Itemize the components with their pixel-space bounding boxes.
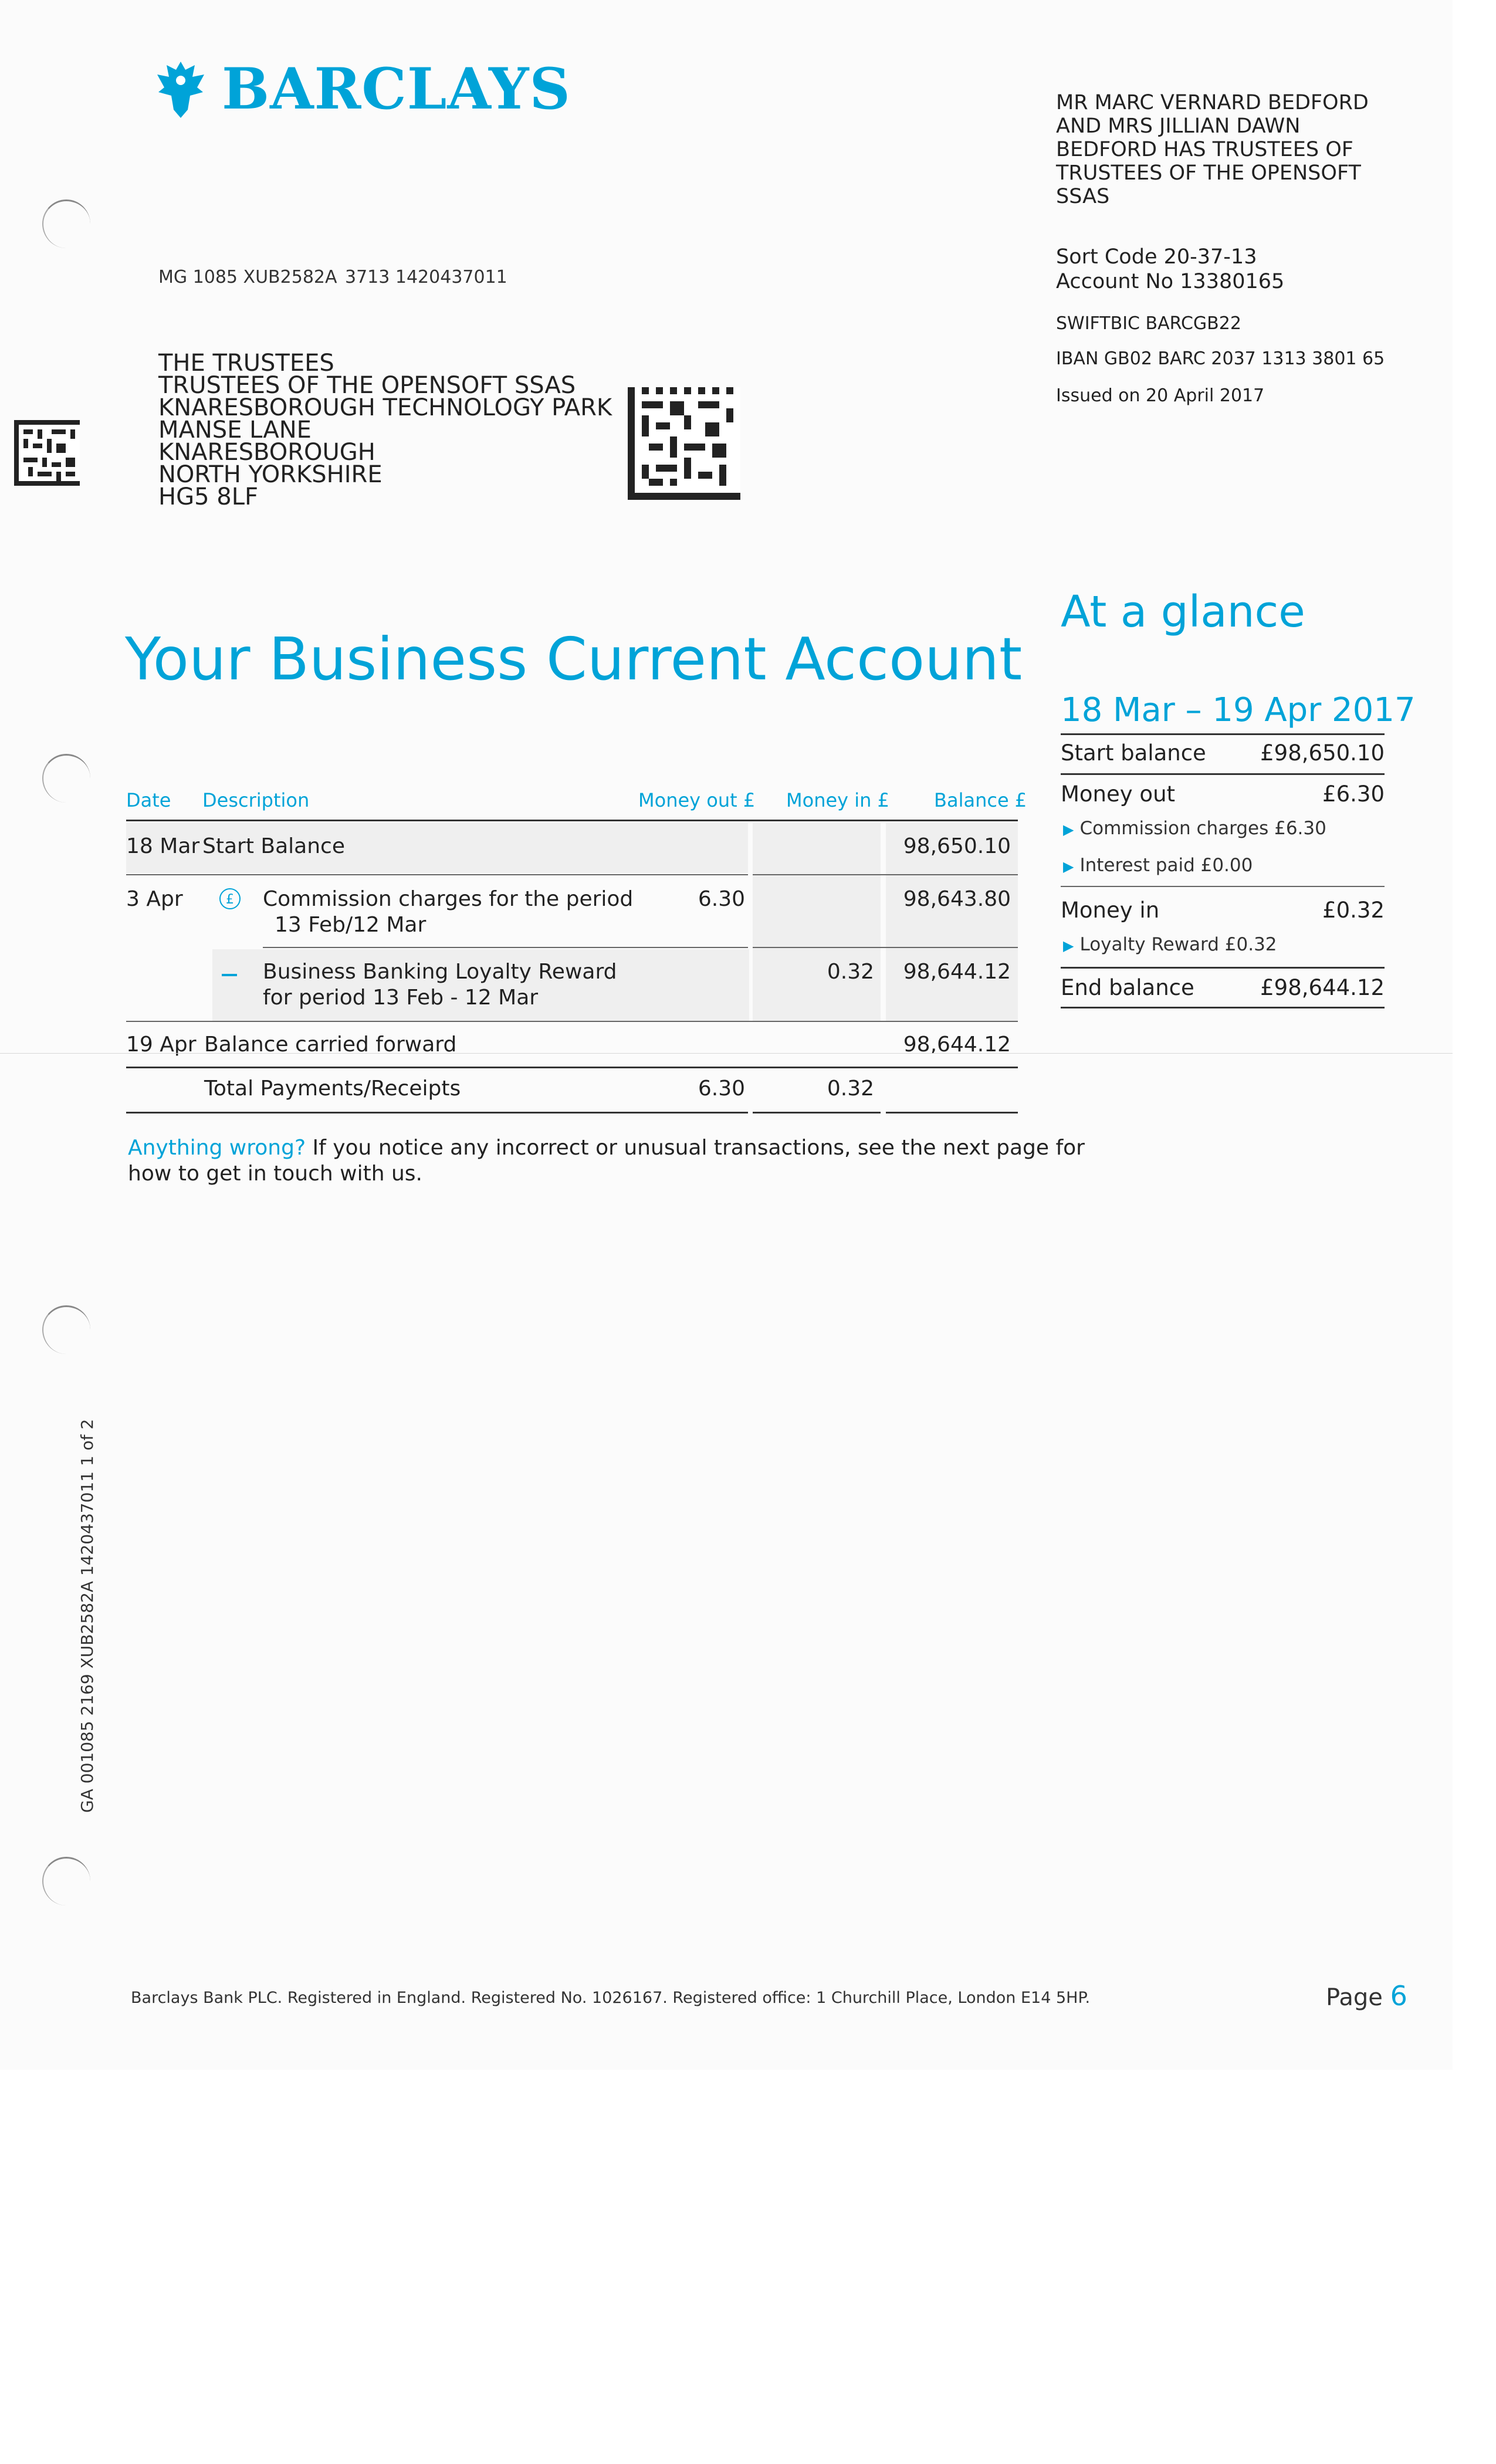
column-date: Date [126,789,171,811]
address-line: KNARESBOROUGH [158,439,375,466]
carried-balance: 98,644.12 [903,1033,1011,1057]
side-reference-text: GA 001085 2169 XUB2582A 1420437011 1 of 2 [77,1419,97,1813]
row-description: Business Banking Loyalty Reward [263,960,617,984]
statement-title: Your Business Current Account [125,625,1023,693]
totals-money-in: 0.32 [827,1077,874,1101]
glance-out-item [1063,818,1326,839]
bank-name: BARCLAYS [222,56,571,122]
glance-rule [1061,967,1385,969]
column-money-out: Money out £ [638,789,756,811]
row-money-in: 0.32 [827,960,874,984]
triangle-right-icon: ▶ [1063,937,1074,954]
row-rule [753,947,1018,948]
page-number [1326,1980,1407,2012]
glance-out-item-text: Interest paid £0.00 [1079,855,1253,876]
table-total-rule [126,1067,1018,1068]
row-balance: 98,644.12 [903,960,1011,984]
column-description: Description [202,789,310,811]
help-note-text: If you notice any incorrect or unusual transactions, see the next page for [306,1136,1085,1160]
glance-rule [1061,773,1385,775]
glance-in-item [1063,934,1277,955]
holder-line: MR MARC VERNARD BEDFORD [1056,91,1369,114]
reference-code: MG 1085 XUB2582A [158,267,337,287]
carried-description: Balance carried forward [204,1033,457,1057]
table-bottom-rule [126,1112,748,1113]
eagle-icon [154,57,208,121]
punch-hole [42,199,90,248]
holder-line: SSAS [1056,185,1110,208]
help-note-text-2: how to get in touch with us. [128,1162,422,1186]
footer-legal: Barclays Bank PLC. Registered in England. Registered No. 1026167. Registered office: 1 Churchill Place, London E14 5HP. [131,1989,1091,2007]
start-balance: 98,650.10 [903,834,1011,858]
table-bottom-rule [886,1112,1018,1113]
row-rule [263,947,748,948]
triangle-right-icon: ▶ [1063,821,1074,838]
row-date: 3 Apr [126,887,183,911]
address-line: KNARESBOROUGH TECHNOLOGY PARK [158,394,612,421]
swift-code: SWIFTBIC BARCGB22 [1056,313,1241,334]
page-value: 6 [1390,1980,1407,2012]
table-bottom-rule [753,1112,881,1113]
fold-line [0,1053,1453,1054]
barcode-icon [14,420,80,486]
table-header-rule [126,820,1018,821]
help-note [128,1135,1085,1187]
glance-out-label: Money out [1061,781,1176,807]
page-label: Page [1326,1984,1383,2011]
totals-money-out: 6.30 [698,1077,745,1101]
row-description: Commission charges for the period [263,887,634,911]
dash-icon [222,974,237,976]
glance-rule [1061,733,1385,735]
punch-hole [42,1857,90,1905]
reference-number: 3713 1420437011 [345,267,507,287]
money-in-shade [753,823,881,1021]
glance-in-label: Money in [1061,898,1160,923]
svg-text:£: £ [226,892,234,907]
start-description: Start Balance [202,834,345,858]
glance-out-item-text: Commission charges £6.30 [1079,818,1326,839]
row-money-out: 6.30 [698,887,745,911]
row-rule [753,874,1018,875]
glance-rule [1061,1007,1385,1008]
carried-date: 19 Apr [126,1033,197,1057]
glance-in-row [1061,898,1385,923]
punch-hole [42,1305,90,1354]
glance-out-item [1063,855,1253,876]
glance-start-label: Start balance [1061,740,1206,766]
address-line: MANSE LANE [158,417,312,444]
punch-hole [42,754,90,803]
address-line: THE TRUSTEES [158,350,334,377]
glance-out-row [1061,781,1385,807]
glance-end-row [1061,975,1385,1000]
row-description-detail: 13 Feb/12 Mar [275,913,427,937]
row-rule [126,1021,1018,1022]
glance-in-value: £0.32 [1322,898,1385,923]
address-line: NORTH YORKSHIRE [158,461,383,488]
glance-end-value: £98,644.12 [1260,975,1385,1000]
row-balance: 98,643.80 [903,887,1011,911]
triangle-right-icon: ▶ [1063,858,1074,875]
recipient-address [158,352,612,508]
holder-line: BEDFORD HAS TRUSTEES OF [1056,138,1353,161]
glance-period: 18 Mar – 19 Apr 2017 [1061,691,1416,729]
holder-line: AND MRS JILLIAN DAWN [1056,114,1301,138]
pound-circle-icon [218,887,242,911]
glance-rule [1061,886,1385,887]
glance-end-label: End balance [1061,975,1194,1000]
column-balance: Balance £ [934,789,1027,811]
side-reference [77,1419,99,1813]
barclays-logo [154,56,571,122]
row-rule [126,874,748,875]
account-number: Account No 13380165 [1056,270,1285,293]
datamatrix-icon [628,387,740,500]
row-description-detail: for period 13 Feb - 12 Mar [263,986,539,1010]
totals-label: Total Payments/Receipts [204,1077,461,1101]
address-line: HG5 8LF [158,483,258,510]
glance-start-row [1061,740,1385,766]
iban: IBAN GB02 BARC 2037 1313 3801 65 [1056,348,1385,369]
sort-code: Sort Code 20-37-13 [1056,245,1257,269]
address-line: TRUSTEES OF THE OPENSOFT SSAS [158,372,576,399]
glance-title: At a glance [1061,587,1305,637]
glance-out-value: £6.30 [1322,781,1385,807]
anything-wrong-link[interactable]: Anything wrong? [128,1136,306,1160]
glance-in-item-text: Loyalty Reward £0.32 [1079,934,1277,955]
column-money-in: Money in £ [786,789,889,811]
holder-line: TRUSTEES OF THE OPENSOFT [1056,161,1361,185]
account-holder [1056,91,1369,208]
glance-start-value: £98,650.10 [1260,740,1385,766]
start-date: 18 Mar [126,834,200,858]
issue-date: Issued on 20 April 2017 [1056,385,1265,406]
